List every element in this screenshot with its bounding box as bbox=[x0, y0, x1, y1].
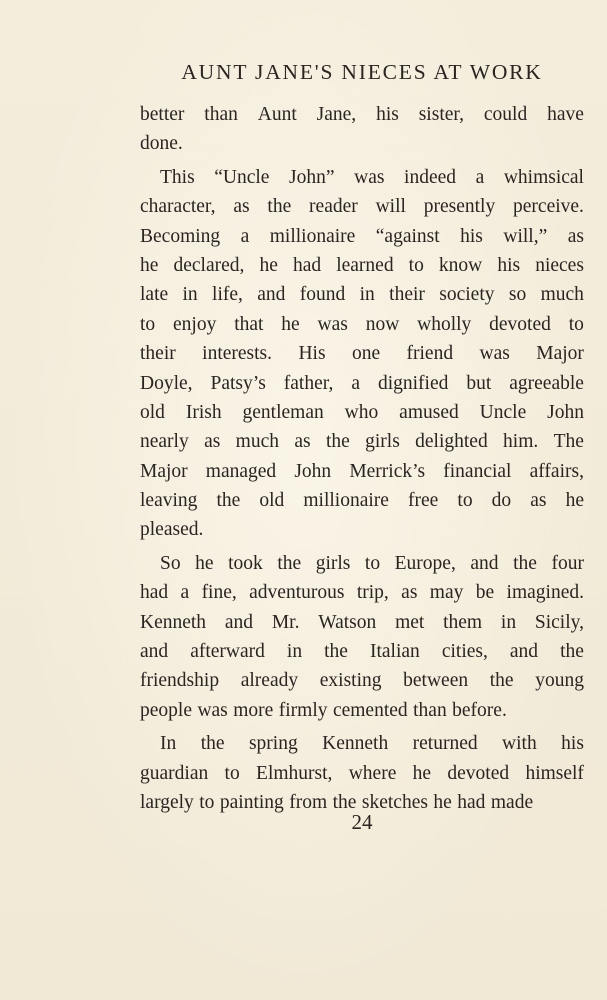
text-line: their interests. His one friend was Major bbox=[140, 343, 584, 365]
page-number: 24 bbox=[351, 810, 373, 834]
running-head: AUNT JANE'S NIECES AT WORK bbox=[181, 60, 543, 84]
paragraph bbox=[140, 729, 584, 817]
text-line: Kenneth and Mr. Watson met them in Sicily, bbox=[140, 611, 584, 633]
paragraph bbox=[140, 100, 584, 159]
paragraph bbox=[140, 163, 584, 545]
text-line: This “Uncle John” was indeed a whimsical bbox=[160, 166, 584, 188]
text-line: Doyle, Patsy’s father, a dignified but agreeable bbox=[140, 372, 584, 394]
text-line: old Irish gentleman who amused Uncle John bbox=[140, 401, 584, 423]
text-line: late in life, and found in their society so much bbox=[140, 284, 584, 306]
text-line: to enjoy that he was now wholly devoted to bbox=[140, 313, 584, 335]
text-line: friendship already existing between the young bbox=[140, 670, 584, 692]
paragraph bbox=[140, 549, 584, 725]
text-line: better than Aunt Jane, his sister, could have bbox=[140, 104, 584, 125]
text-line: leaving the old millionaire free to do as he bbox=[140, 490, 584, 512]
text-line: nearly as much as the girls delighted him. The bbox=[140, 431, 584, 453]
body-text bbox=[140, 100, 584, 817]
text-line: people was more firmly cemented than before. bbox=[140, 699, 507, 721]
text-line: largely to painting from the sketches he had made bbox=[140, 791, 534, 813]
text-line: he declared, he had learned to know his nieces bbox=[140, 254, 584, 276]
text-line: Major managed John Merrick’s financial affairs, bbox=[140, 460, 584, 482]
text-line: guardian to Elmhurst, where he devoted himself bbox=[140, 762, 584, 784]
text-line: So he took the girls to Europe, and the four bbox=[160, 552, 584, 574]
text-line: pleased. bbox=[140, 519, 204, 541]
text-line: had a fine, adventurous trip, as may be imagined. bbox=[140, 582, 584, 604]
text-line: In the spring Kenneth returned with his bbox=[160, 733, 584, 755]
text-line: and afterward in the Italian cities, and the bbox=[140, 641, 584, 663]
text-line: Becoming a millionaire “against his will,” as bbox=[140, 225, 584, 247]
text-line: character, as the reader will presently perceive. bbox=[140, 196, 584, 218]
text-line: done. bbox=[140, 133, 183, 155]
